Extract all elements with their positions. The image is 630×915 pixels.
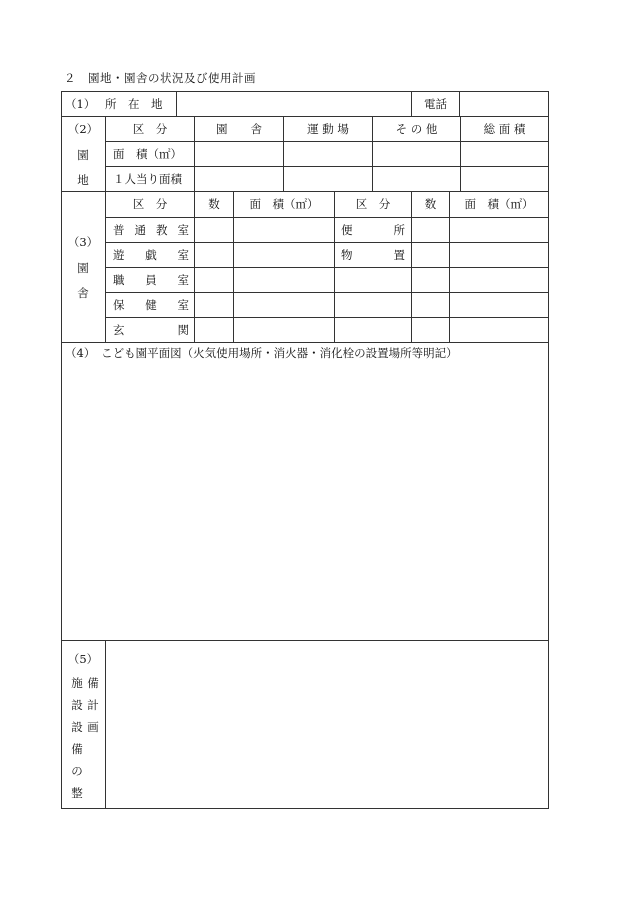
room-storage: 物 置: [341, 248, 405, 262]
room-playroom: 遊 戯 室: [113, 248, 189, 262]
building-side-label-2: 舎: [77, 286, 89, 300]
grounds-number: （2）: [67, 122, 99, 136]
grounds-row-area-label: 面 積（㎡）: [113, 147, 182, 161]
building-header-category: 区 分: [132, 197, 168, 211]
grounds-header-other: そ の 他: [395, 122, 438, 136]
building-header-area: 面 積（㎡）: [249, 197, 319, 211]
facility-plan-area[interactable]: [106, 641, 548, 808]
facility-label-col-right: 備 計 画: [87, 676, 99, 734]
building-header-area-2: 面 積（㎡）: [464, 197, 534, 211]
grounds-header-total: 総 面 積: [483, 122, 526, 136]
form-table: [61, 91, 549, 809]
building-number: （3）: [67, 235, 99, 249]
building-header-count: 数: [208, 197, 220, 211]
building-header-category-2: 区 分: [355, 197, 391, 211]
grounds-side-label-1: 園: [77, 148, 89, 162]
row1-number: （1）: [65, 97, 96, 111]
room-staff-room: 職 員 室: [113, 273, 189, 287]
grounds-header-building: 園 舎: [216, 122, 262, 136]
floorplan-area[interactable]: [62, 363, 548, 639]
building-side-label-1: 園: [77, 261, 89, 275]
grounds-row-per-capita-label: １人当り面積: [113, 172, 182, 186]
location-value-field[interactable]: [177, 92, 411, 116]
phone-value-field[interactable]: [460, 92, 548, 116]
location-label: 所 在 地: [105, 97, 163, 111]
room-toilet: 便 所: [341, 223, 405, 237]
grounds-header-category: 区 分: [132, 122, 168, 136]
section-heading: ２ 園地・園舎の状況及び使用計画: [64, 71, 256, 85]
grounds-header-playground: 運 動 場: [307, 122, 349, 136]
floorplan-label: （4） こども園平面図（火気使用場所・消火器・消化栓の設置場所等明記）: [65, 346, 458, 360]
facility-number: （5）: [67, 652, 99, 666]
phone-label: 電話: [424, 97, 447, 111]
building-header-count-2: 数: [424, 197, 437, 211]
room-health-room: 保 健 室: [113, 298, 189, 312]
room-classroom: 普 通 教 室: [113, 223, 189, 237]
grounds-side-label-2: 地: [77, 173, 89, 187]
facility-label-col-left: 施 設 設 備 の 整: [71, 676, 83, 800]
room-entrance: 玄 関: [113, 323, 189, 337]
